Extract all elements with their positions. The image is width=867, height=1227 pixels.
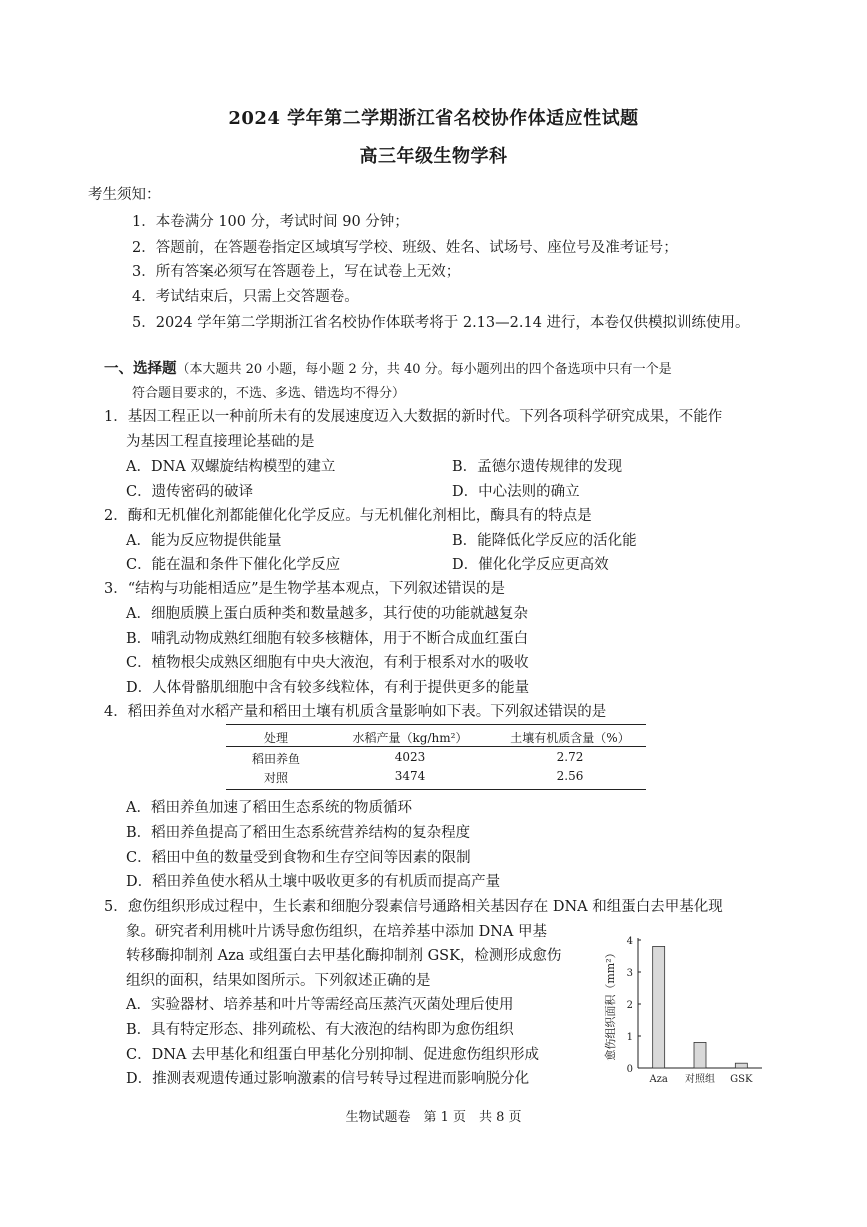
table-cell: 2.72 xyxy=(556,750,584,764)
q1-stem-cont: 为基因工程直接理论基础的是 xyxy=(126,434,315,450)
q4-option-d: D．稻田养鱼使水稻从土壤中吸收更多的有机质而提高产量 xyxy=(126,874,501,890)
notice-item: 5．2024 学年第二学期浙江省名校协作体联考将于 2.13—2.14 进行，本卷仅供模拟训练使用。 xyxy=(132,315,750,331)
table-header-cell: 土壤有机质含量（%） xyxy=(510,731,630,745)
table-cell: 2.56 xyxy=(556,769,584,783)
x-tick-label: 对照组 xyxy=(685,1074,715,1085)
q2-option-a: A．能为反应物提供能量 xyxy=(126,533,282,549)
q4-option-b: B．稻田养鱼提高了稻田生态系统营养结构的复杂程度 xyxy=(126,825,471,841)
table-cell: 3474 xyxy=(394,769,426,783)
q3-option-c: C．植物根尖成熟区细胞有中央大液泡，有利于根系对水的吸收 xyxy=(126,655,529,671)
table-cell: 稻田养鱼 xyxy=(251,752,300,766)
y-tick-label: 4 xyxy=(626,936,633,947)
q1-option-c: C．遗传密码的破译 xyxy=(126,484,254,500)
exam-title: 2024 学年第二学期浙江省名校协作体适应性试题 xyxy=(228,108,639,129)
page-footer: 生物试题卷 第 1 页 共 8 页 xyxy=(345,1110,522,1125)
y-tick-label: 0 xyxy=(626,1064,633,1075)
q5-stem-cont: 组织的面积，结果如图所示。下列叙述正确的是 xyxy=(126,973,431,989)
q3-option-b: B．哺乳动物成熟红细胞有较多核糖体，用于不断合成血红蛋白 xyxy=(126,631,529,647)
q5-option-b: B．具有特定形态、排列疏松、有大液泡的结构即为愈伤组织 xyxy=(126,1022,514,1038)
exam-subtitle: 高三年级生物学科 xyxy=(359,146,508,167)
q1-option-a: A．DNA 双螺旋结构模型的建立 xyxy=(126,459,336,475)
q1-option-b: B．孟德尔遗传规律的发现 xyxy=(452,459,623,475)
y-tick-label: 2 xyxy=(626,1000,633,1011)
section-heading xyxy=(104,357,672,378)
q2-option-b: B．能降低化学反应的活化能 xyxy=(452,533,637,549)
x-tick-label: GSK xyxy=(730,1074,753,1085)
q2-option-d: D．催化化学反应更高效 xyxy=(452,557,609,573)
bar xyxy=(735,1063,747,1068)
table-top-rule xyxy=(226,724,646,725)
notice-heading: 考生须知： xyxy=(88,187,161,203)
section-desc: （本大题共 20 小题，每小题 2 分，共 40 分。每小题列出的四个备选项中只有一个是 xyxy=(176,362,672,377)
section-label: 一、选择题 xyxy=(104,360,177,377)
q3-option-a: A．细胞质膜上蛋白质种类和数量越多，其行使的功能就越复杂 xyxy=(126,606,528,622)
table-header-cell: 水稻产量（kg/hm²） xyxy=(352,731,468,745)
bar xyxy=(694,1042,706,1068)
x-tick-label: Aza xyxy=(649,1074,668,1085)
table-cell: 4023 xyxy=(394,750,426,764)
q4-option-a: A．稻田养鱼加速了稻田生态系统的物质循环 xyxy=(126,800,412,816)
q4-option-c: C．稻田中鱼的数量受到食物和生存空间等因素的限制 xyxy=(126,850,471,866)
y-tick-label: 1 xyxy=(626,1032,633,1043)
bar xyxy=(653,946,665,1068)
notice-item: 1．本卷满分 100 分，考试时间 90 分钟； xyxy=(132,214,409,230)
q5-stem-cont: 转移酶抑制剂 Aza 或组蛋白去甲基化酶抑制剂 GSK，检测形成愈伤 xyxy=(126,948,562,964)
q2-stem: 2．酶和无机催化剂都能催化化学反应。与无机催化剂相比，酶具有的特点是 xyxy=(104,508,592,524)
table-header-cell: 处理 xyxy=(263,731,288,745)
q5-option-d: D．推测表观遗传通过影响激素的信号转导过程进而影响脱分化 xyxy=(126,1071,530,1087)
q5-option-c: C．DNA 去甲基化和组蛋白甲基化分别抑制、促进愈伤组织形成 xyxy=(126,1047,539,1063)
table-header-rule xyxy=(226,746,646,747)
q5-stem-cont: 象。研究者利用桃叶片诱导愈伤组织，在培养基中添加 DNA 甲基 xyxy=(126,924,548,940)
notice-item: 4．考试结束后，只需上交答题卷。 xyxy=(132,289,359,305)
notice-item: 2．答题前，在答题卷指定区域填写学校、班级、姓名、试场号、座位号及准考证号； xyxy=(132,240,678,256)
notice-item: 3．所有答案必须写在答题卷上，写在试卷上无效； xyxy=(132,264,461,280)
table-bottom-rule xyxy=(226,789,646,790)
section-desc-cont: 符合题目要求的，不选、多选、错选均不得分） xyxy=(132,386,406,401)
q1-stem: 1．基因工程正以一种前所未有的发展速度迈入大数据的新时代。下列各项科学研究成果，不能作 xyxy=(104,409,723,425)
y-axis-label: 愈伤组织面积（mm²） xyxy=(604,947,617,1061)
q1-option-d: D．中心法则的确立 xyxy=(452,484,580,500)
callus-area-bar-chart xyxy=(600,925,770,1095)
q2-option-c: C．能在温和条件下催化化学反应 xyxy=(126,557,341,573)
q3-stem: 3．“结构与功能相适应”是生物学基本观点，下列叙述错误的是 xyxy=(104,581,506,597)
q4-stem: 4．稻田养鱼对水稻产量和稻田土壤有机质含量影响如下表。下列叙述错误的是 xyxy=(104,704,607,720)
table-cell: 对照 xyxy=(263,771,288,785)
q5-stem: 5．愈伤组织形成过程中，生长素和细胞分裂素信号通路相关基因存在 DNA 和组蛋白去甲基化现 xyxy=(104,899,723,915)
y-tick-label: 3 xyxy=(626,968,633,979)
q3-option-d: D．人体骨骼肌细胞中含有较多线粒体，有利于提供更多的能量 xyxy=(126,680,530,696)
q5-option-a: A．实验器材、培养基和叶片等需经高压蒸汽灭菌处理后使用 xyxy=(126,997,514,1013)
